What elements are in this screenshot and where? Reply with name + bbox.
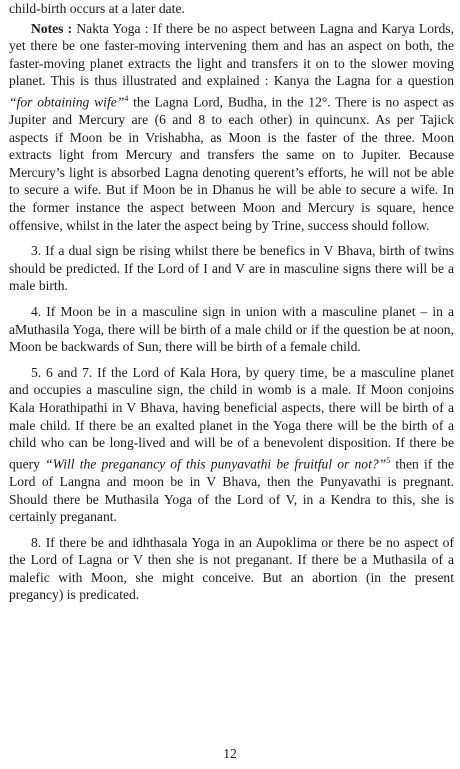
footnote-marker-5: 5 [386, 455, 391, 465]
paragraph-3: 3. If a dual sign be rising whilst there be benefics in V Bhava, birth of twins should be predicted. If the Lord of I and V are in masculine signs there will be a male birth. [9, 243, 454, 294]
notes-text-2: the Lagna Lord, Budha, in the 12°. There is no aspect as Jupiter and Mercury are (6 and 8 to each other) in quincunx. As per Tajick aspects if Moon be in Vrishabha, as Moon is the faster of the three. Moon extracts light from Mercury and transfers the same on to Jupiter. Because Mercury’s light is absorbed Lagna denoting querent’s efforts, he will not be able to secure a wife. But if Moon be in Dhanus he will be able to secure a wife. In the former instance the aspect between Moon and Mercury is square, hence offensive, whilst in the later the aspect being by Trine, success should follow. [9, 94, 455, 233]
paragraph-8: 8. If there be and idhthasala Yoga in an Aupoklima or there be no aspect of the Lord of Lagna or V then she is not preganant. If there be a Muthasila of a malefic with Moon, she might conceive. But an abortion (in the present pregancy) is predicated. [9, 534, 454, 603]
notes-lead: Notes : [31, 20, 73, 36]
footnote-marker-4: 4 [124, 93, 129, 103]
paragraph-5-text-a: 5. 6 and 7. If the Lord of Kala Hora, by query time, be a masculine planet and occupies a masculine sign, the child in womb is a male. If Moon conjoins Kala Horathipathi in V Bhava, having beneficial aspects, there will be birth of a male child. If there be an exalted planet in the Yoga there will be the birth of a child who can be long-lived and will be of a benevolent disposition. If there be query [9, 364, 454, 472]
notes-italic-phrase: “for obtaining wife” [9, 94, 125, 110]
page-number: 12 [223, 746, 237, 761]
paragraph-5-italic: “Will the preganancy of this punyavathi be fruitful or not?” [45, 456, 387, 472]
paragraph-5-text-b: then if the Lord of Langna and moon be in V Bhava, then the Punyavathi is pregnant. Should there be Muthasila Yoga of the Lord of V, in a Kendra to this, she is certainly preganant. [9, 456, 454, 525]
intro-line: child-birth occurs at a later date. [9, 1, 185, 16]
paragraph-4: 4. If Moon be in a masculine sign in union with a masculine planet – in a aMuthasila Yoga, there will be birth of a male child or if the question be at noon, Moon be backwards of Sun, there will be birth of a female child. [9, 304, 454, 355]
paragraph-5 [9, 364, 454, 526]
notes-text-1: Nakta Yoga : If there be no aspect between Lagna and Karya Lords, yet there be one faster-moving intervening them and has an aspect on both, the faster-moving planet extracts the light and transfers it on to the slower moving planet. This is thus illustrated and explained : Kanya the Lagna for a question [9, 20, 455, 89]
notes-paragraph [9, 20, 454, 235]
